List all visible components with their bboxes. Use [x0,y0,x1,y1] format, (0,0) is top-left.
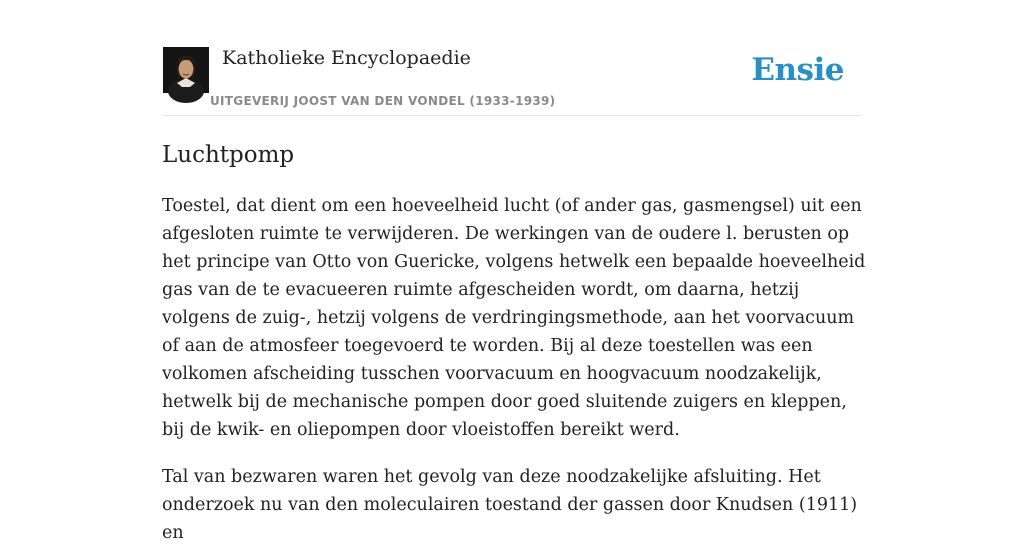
entry-content [162,136,868,547]
publication-header [162,0,862,116]
publication-subtitle: UITGEVERIJ JOOST VAN DEN VONDEL (1933-1939) [210,94,556,108]
publication-title[interactable]: Katholieke Encyclopaedie [222,47,471,69]
entry-paragraph-1: Toestel, dat dient om een hoeveelheid lucht (of ander gas, gasmengsel) uit een afgesloten ruimte te verwijderen. De werkingen van de oudere l. berusten op het principe van Otto von Guericke, volgens hetwelk een bepaalde hoeveelheid gas van de te evacueeren ruimte afgescheiden wordt, om daarna, hetzij volgens de zuig-, hetzij volgens de verdringingsmethode, aan het voorvacuum of aan de atmosfeer toegevoerd te worden. Bij al deze toestellen was een volkomen afscheiding tusschen voorvacuum en hoogvacuum noodzakelijk, hetwelk bij de mechanische pompen door goed sluitende zuigers en kleppen, bij de kwik- en oliepompen door vloeistoffen bereikt werd. [162,196,866,440]
entry-title: Luchtpomp [162,142,295,168]
ensie-logo[interactable]: Ensie [751,52,844,88]
portrait-avatar-icon[interactable] [163,47,209,93]
entry-paragraph-2: Tal van bezwaren waren het gevolg van deze noodzakelijke afsluiting. Het onderzoek nu van den moleculairen toestand der gassen door Knudsen (1911) en [162,467,858,543]
